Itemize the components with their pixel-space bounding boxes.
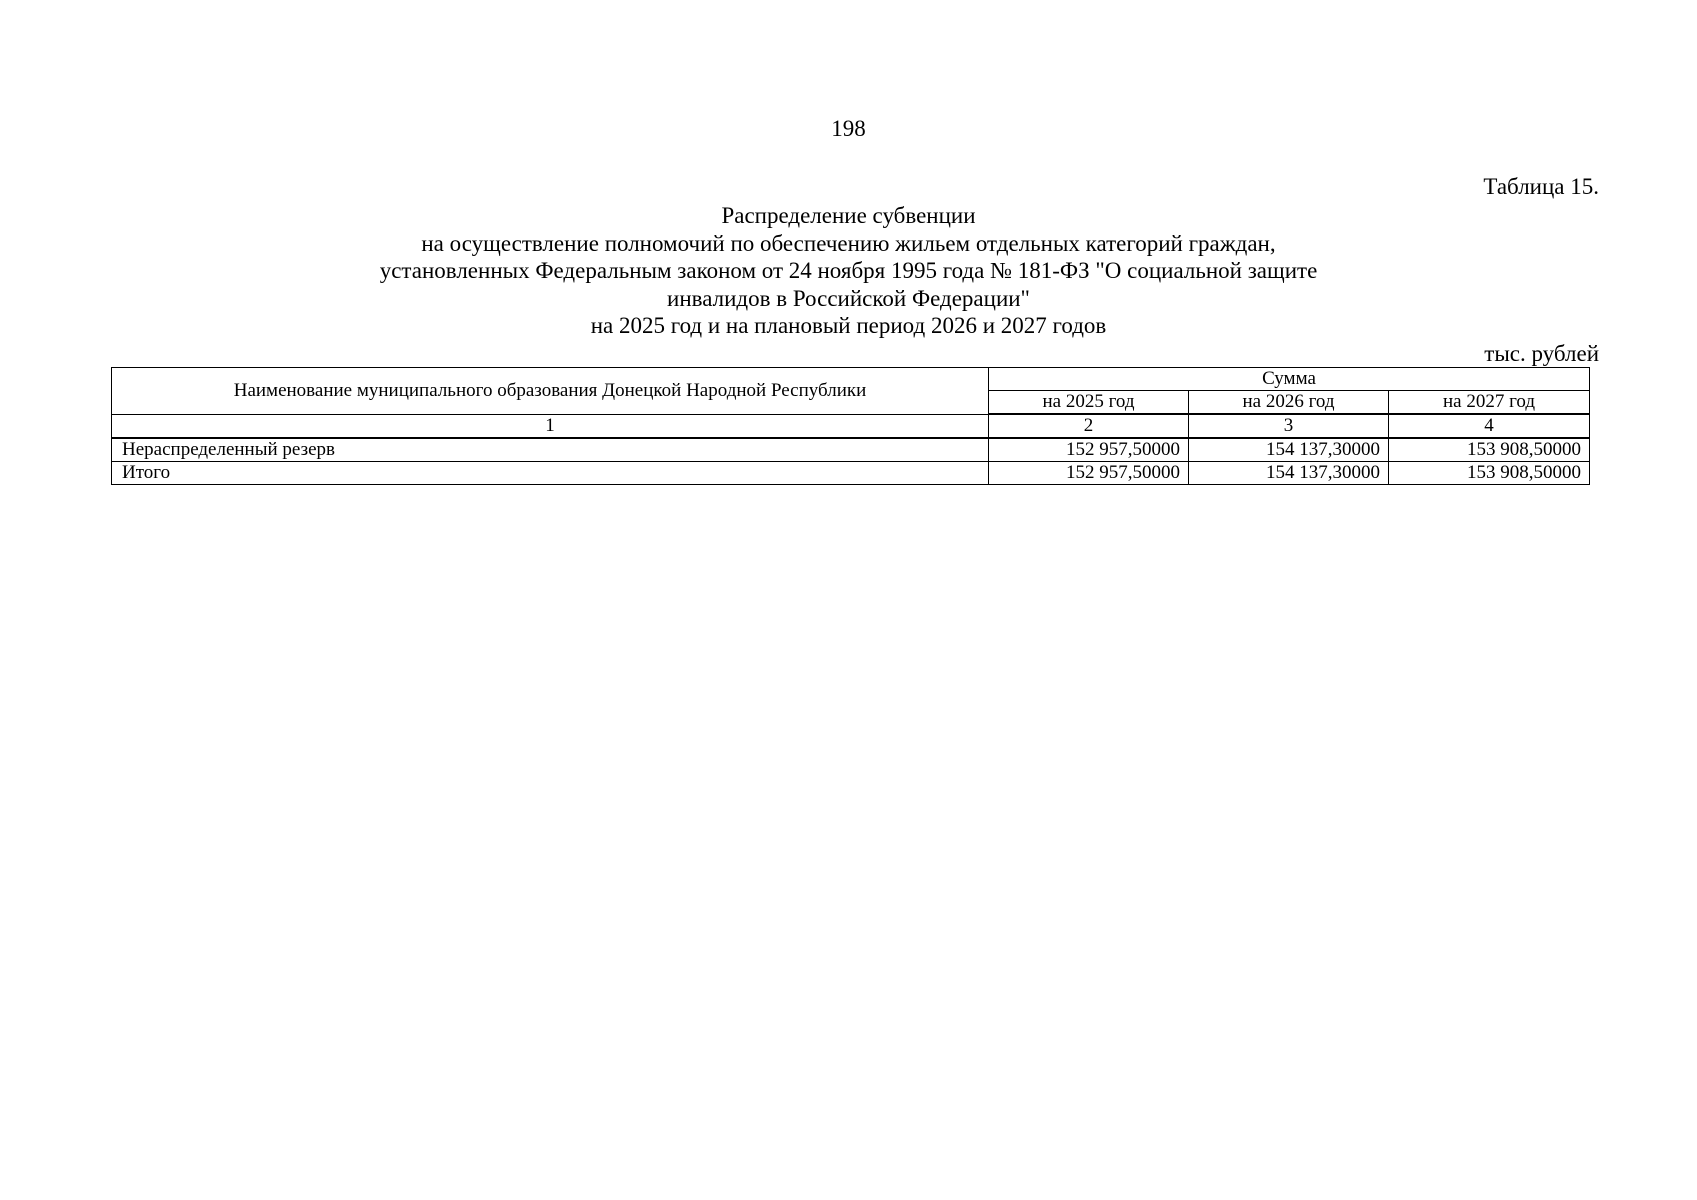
column-number: 4 <box>1389 414 1590 438</box>
document-title <box>0 202 1697 340</box>
year-2027-header: на 2027 год <box>1389 391 1590 415</box>
value-2027: 153 908,50000 <box>1389 438 1590 462</box>
column-number: 1 <box>112 414 989 438</box>
sum-header: Сумма <box>989 368 1590 391</box>
table-label: Таблица 15. <box>1483 174 1599 199</box>
column-number: 3 <box>1189 414 1389 438</box>
title-line: на 2025 год и на плановый период 2026 и 2027 годов <box>590 313 1107 338</box>
table-row-total <box>112 462 1590 485</box>
row-name: Нераспределенный резерв <box>112 438 989 462</box>
value-2025: 152 957,50000 <box>989 438 1189 462</box>
year-2025-header: на 2025 год <box>989 391 1189 415</box>
row-name: Итого <box>112 462 989 485</box>
year-2026-header: на 2026 год <box>1189 391 1389 415</box>
title-line: Распределение субвенции <box>721 203 976 228</box>
municipality-name-header: Наименование муниципального образования Донецкой Народной Республики <box>112 368 989 415</box>
value-2026: 154 137,30000 <box>1189 438 1389 462</box>
table-row <box>112 438 1590 462</box>
page-number: 198 <box>831 116 866 141</box>
column-number-row <box>112 414 1590 438</box>
units-label: тыс. рублей <box>1484 341 1599 366</box>
subvention-table <box>111 367 1590 485</box>
value-2027: 153 908,50000 <box>1389 462 1590 485</box>
column-number: 2 <box>989 414 1189 438</box>
value-2025: 152 957,50000 <box>989 462 1189 485</box>
title-line: установленных Федеральным законом от 24 ноября 1995 года № 181-ФЗ "О социальной защите <box>379 258 1318 283</box>
table-header-row <box>112 368 1590 391</box>
title-line: на осуществление полномочий по обеспечению жильем отдельных категорий граждан, <box>421 230 1276 256</box>
title-line: инвалидов в Российской Федерации" <box>667 285 1030 311</box>
value-2026: 154 137,30000 <box>1189 462 1389 485</box>
